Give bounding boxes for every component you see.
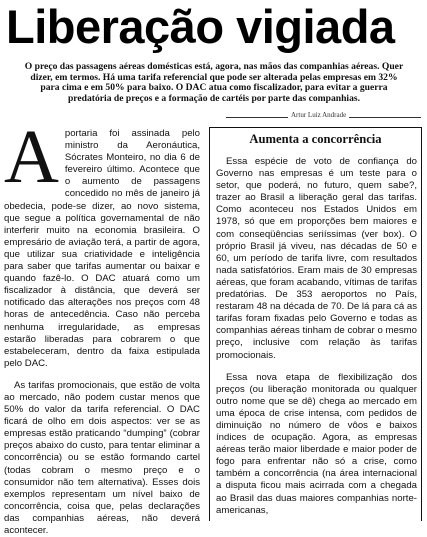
article-paragraph-1: portaria foi assinada pelo ministro da Aeronáutica, Sócrates Monteiro, no dia 6 de fevereiro último. Acontece que o aumento de passagens concedido no mês de janeiro já obedecia, pode-se dizer, ao novo sistema, que segue a política governamental de não interferir muito na economia brasileira. O empresário de aviação terá, a partir de agora, que utilizar sua criatividade e inteligência para saber que tarifas aumentar ou baixar e quando fazê-lo. O DAC atuará como um fiscalizador à distância, que deverá ser notificado das alterações nos preços com 48 horas de antecedência. Caso não perceba nenhuma irregularidade, as empresas estarão liberadas para cobrarem o que estabeleceram, dentro da faixa estipulada pelo DAC. bbox=[4, 128, 200, 369]
sidebar-box bbox=[209, 127, 422, 521]
article-paragraph-2: As tarifas promocionais, que estão de volta ao mercado, não podem custar menos que 50% do valor da tarifa referencial. O DAC ficará de olho em dois aspectos: ver se as empresas estão praticando “dumping” (cobrar preços abaixo do custo, para tentar eliminar a concorrência) ou se estão formando cartel (todas cobram o mesmo preço e o consumidor não tem alternativa). Esses dois exemplos representam um nível baixo de concorrência, coisa que, pelas declarações das companhias aéreas, não deverá acontecer. bbox=[4, 379, 200, 536]
paragraph-gap bbox=[216, 362, 417, 372]
deck-summary: O preço das passagens aéreas domésticas está, agora, nas mãos das companhias aéreas. Quer dizer, em termos. Há uma tarifa referencial que pode ser alterada pelas empresas em 32% para cima e em 50% para baixo. O DAC atua como fiscalizador, para evitar a guerra predatória de preços e a formação de cartéis por parte das companhias. bbox=[24, 61, 404, 104]
headline: Liberação vigiada bbox=[6, 0, 395, 53]
drop-cap: A bbox=[4, 115, 59, 199]
sidebar-title: Aumenta a concorrência bbox=[249, 132, 382, 146]
paragraph-gap bbox=[4, 370, 200, 380]
article-column-left bbox=[4, 115, 200, 537]
byline-author: Artur Luiz Andrade bbox=[288, 110, 349, 120]
sidebar-body bbox=[216, 156, 417, 517]
sidebar-paragraph-1: Essa espécie de voto de confiança do Governo nas empresas é um teste para o setor, que poderá, no futuro, quem sabe?, trazer ao Brasil a liberação geral das tarifas. Como aconteceu nos Estados Unidos em 1978, só que em proporções bem maiores e com conseqüências seriíssimas (ver box). O próprio Brasil já viveu, nas décadas de 50 e 60, um período de tarifa livre, com resultados nada satisfatórios. Eram mais de 30 empresas aéreas, que foram acabando, vítimas de tarifas predatórias. De 353 aeroportos no País, restaram 48 na década de 70. De lá para cá as tarifas foram fixadas pelo Governo e todas as companhias aéreas tinham de cobrar o mesmo preço, inclusive com relação às tarifas promocionais. bbox=[216, 156, 417, 361]
byline bbox=[226, 110, 421, 120]
sidebar-paragraph-2: Essa nova etapa de flexibilização dos preços (ou liberação monitorada ou qualquer outro nome que se dê) chega ao mercado em uma época de crise intensa, com pedidos de diminuição no número de vôos e baixos índices de ocupação. Agora, as empresas aéreas terão maior liberdade e maior poder de fogo para enfrentar não só a crise, como também a concorrência (na área internacional a disputa ficou mais acirrada com a chegada ao Brasil das duas maiores companhias norte-americanas, bbox=[216, 371, 417, 516]
